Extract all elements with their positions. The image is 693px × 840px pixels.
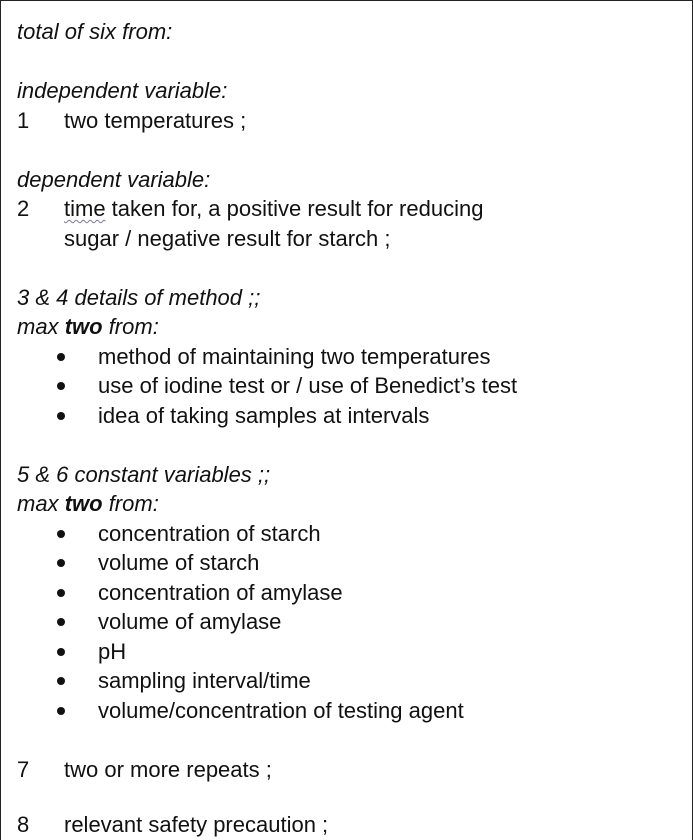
spacer — [17, 784, 682, 810]
list-item — [17, 371, 682, 401]
list-item — [17, 548, 682, 578]
point-7 — [17, 755, 682, 785]
method-max-prefix: max — [17, 314, 65, 339]
list-item-text: concentration of starch — [98, 520, 321, 546]
constants-max-suffix: from: — [102, 491, 159, 516]
point-1-number: 1 — [17, 107, 30, 133]
constants-list — [17, 519, 682, 726]
list-item-text: use of iodine test or / use of Benedict’s test — [98, 373, 518, 398]
bullet-icon — [57, 618, 65, 626]
spacer — [17, 253, 682, 283]
intro-text: total of six from: — [17, 19, 173, 44]
constants-heading: 5 & 6 constant variables ;; — [17, 461, 271, 487]
bullet-icon — [57, 677, 65, 685]
list-item-text: volume/concentration of testing agent — [98, 697, 464, 723]
point-1 — [17, 106, 682, 136]
mark-scheme-content — [17, 17, 682, 840]
dependent-heading: dependent variable: — [17, 166, 211, 192]
spacer — [17, 135, 682, 165]
method-list — [17, 342, 682, 431]
point-8-number: 8 — [17, 812, 30, 837]
point-2-number: 2 — [17, 196, 30, 221]
point-8-text: relevant safety precaution ; — [64, 812, 329, 837]
point-7-text: two or more repeats ; — [64, 756, 272, 782]
point-2-line1: taken for, a positive result for reducing — [105, 196, 484, 221]
list-item-text: pH — [98, 638, 127, 664]
point-1-text: two temperatures ; — [64, 107, 247, 133]
method-max-suffix: from: — [102, 314, 159, 339]
list-item — [17, 696, 682, 726]
constants-max-bold: two — [64, 491, 103, 516]
bullet-icon — [57, 589, 65, 597]
list-item — [17, 578, 682, 608]
point-7-number: 7 — [17, 756, 30, 782]
constants-max-prefix: max — [17, 491, 65, 516]
list-item — [17, 607, 682, 637]
spacer — [17, 725, 682, 755]
spacer — [17, 47, 682, 77]
method-heading: 3 & 4 details of method ;; — [17, 284, 261, 310]
bullet-icon — [57, 530, 65, 538]
list-item — [17, 637, 682, 667]
bullet-icon — [57, 412, 65, 420]
list-item-text: volume of amylase — [98, 609, 282, 634]
bullet-icon — [57, 382, 65, 390]
spacer — [17, 430, 682, 460]
list-item-text: volume of starch — [98, 550, 260, 575]
method-max-bold: two — [64, 314, 103, 339]
list-item-text: idea of taking samples at intervals — [98, 402, 430, 428]
independent-heading: independent variable: — [17, 78, 228, 103]
point-2-line2: sugar / negative result for starch ; — [64, 225, 391, 251]
point-2 — [17, 194, 682, 224]
list-item — [17, 401, 682, 431]
bullet-icon — [57, 559, 65, 567]
list-item-text: method of maintaining two temperatures — [98, 343, 491, 369]
list-item — [17, 342, 682, 372]
constants-max-line — [17, 489, 682, 519]
list-item-text: concentration of amylase — [98, 579, 343, 605]
point-8 — [17, 810, 682, 840]
list-item — [17, 666, 682, 696]
bullet-icon — [57, 353, 65, 361]
method-max-line — [17, 312, 682, 342]
bullet-icon — [57, 648, 65, 656]
list-item — [17, 519, 682, 549]
bullet-icon — [57, 707, 65, 715]
point-2-spellcheck-word: time — [64, 196, 106, 221]
list-item-text: sampling interval/time — [98, 668, 311, 693]
